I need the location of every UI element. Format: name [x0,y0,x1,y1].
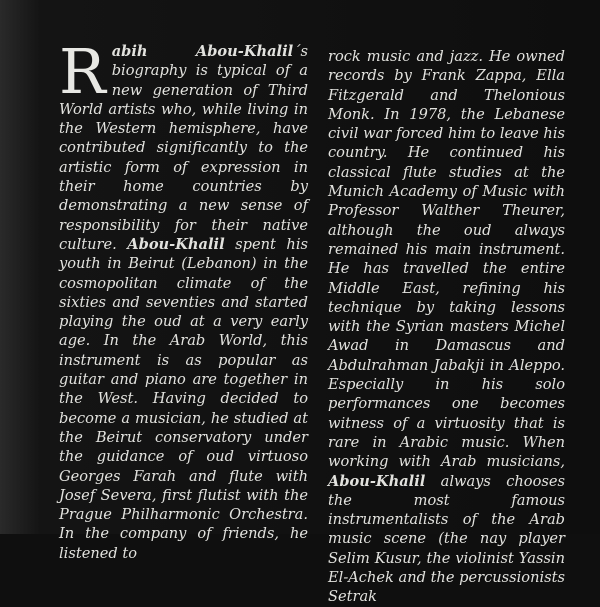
artist-name: abih Abou-Khalil [111,43,294,60]
artist-name: Abou-Khalil [328,472,426,490]
biography-text: rock music and jazz. He owned records by Frank Zappa, Ella Fitzgerald and Thelonious Monk. In 1978, the Lebanese civil war forced him to leave his country. He continued his classical flute studies at the Munich Academy of Music with Professor Walther Theurer, although the oud always remained his main instrument. He has travelled the entire Middle East, refining his technique by taking lessons with the Syrian masters Michel Awad in Damascus and Abdulrahman Jabakji in Aleppo. Especially in his solo performances one becomes witness of a virtuosity that is rare in Arabic music. When working with Arab musicians, [328,48,565,471]
biography-text: spent his youth in Beirut (Lebanon) in the cosmopolitan climate of the sixties and seventies and started playing the oud at a very early age. In the Arab World, this instrument is as popular as guitar and piano are together in the West. Having decided to become a musician, he studied at the Beirut conservatory under the guidance of oud virtuoso Georges Farah and flute with Josef Severa, first flutist with the Prague Philharmonic Orchestra. In the company of friends, he listened to [59,235,308,562]
biography-text: ´s biography is typical of a new generation of Third World artists who, while living in the Western hemisphere, have contributed significantly to the artistic form of expression in their home countries by demonstrating a new sense of responsibility for their native culture. [59,43,308,253]
left-column [59,35,308,563]
right-column [328,47,565,607]
artist-name: Abou-Khalil [127,235,225,253]
drop-cap: R [59,35,106,108]
biography-text: always chooses the most famous instrumentalists of the Arab music scene (the nay player Selim Kusur, the violinist Yassin El-Achek and the percussionists Setrak [328,472,565,606]
